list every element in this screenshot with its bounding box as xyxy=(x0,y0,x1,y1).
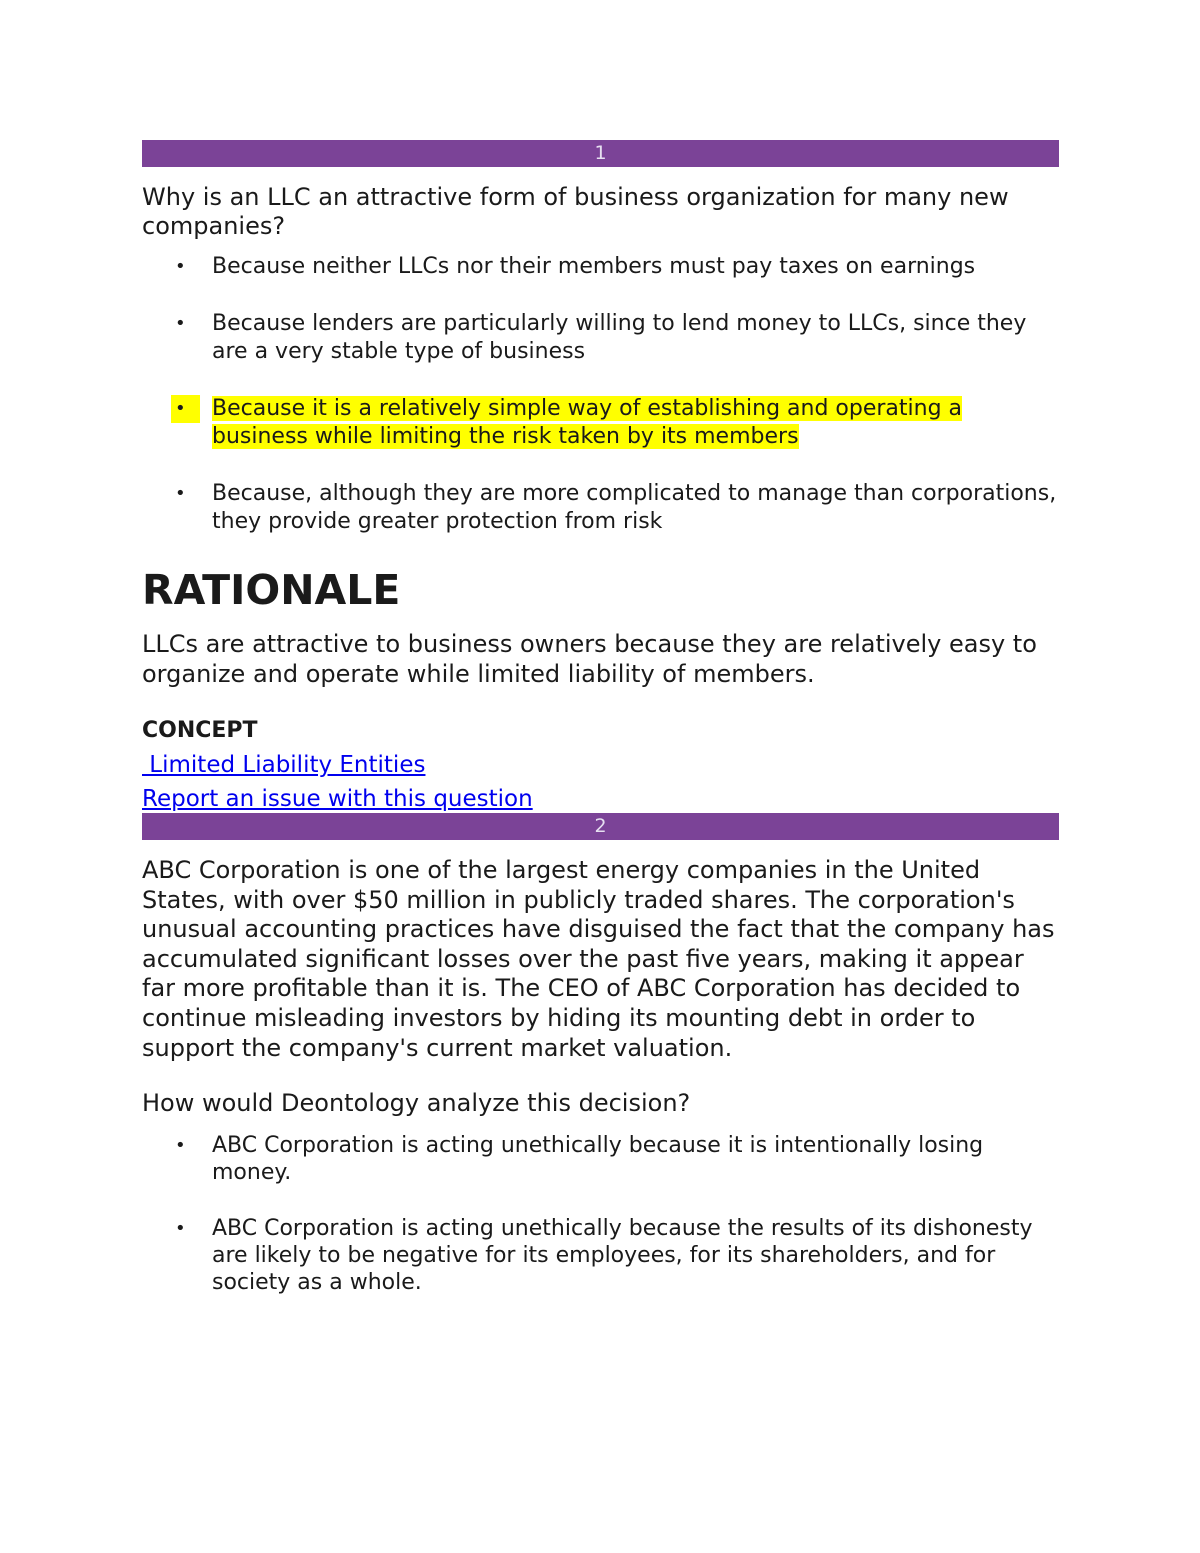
report-issue-link[interactable]: Report an issue with this question xyxy=(142,786,533,812)
question-number: 1 xyxy=(594,142,607,164)
question-prompt: Why is an LLC an attractive form of business organization for many new companies? xyxy=(142,183,1009,240)
question-prompt: How would Deontology analyze this decision? xyxy=(142,1089,691,1118)
question-scenario: ABC Corporation is one of the largest energy companies in the United States, with over $50 million in publicly traded shares. The corporation's unusual accounting practices have disguised the fact that the company has accumulated significant losses over the past five years, making it appear far more profitable than it is. The CEO of ABC Corporation has decided to continue misleading investors by hiding its mounting debt in order to support the company's current market valuation. xyxy=(142,856,1055,1062)
answer-option[interactable] xyxy=(142,480,1059,536)
answer-option[interactable] xyxy=(142,310,1059,366)
question-number-bar xyxy=(142,140,1059,167)
answer-options xyxy=(142,253,1059,536)
bullet-icon: • xyxy=(175,256,186,277)
answer-option-text: ABC Corporation is acting unethically because it is intentionally losing money. xyxy=(212,1133,984,1186)
answer-option-text: Because neither LLCs nor their members must pay taxes on earnings xyxy=(212,254,976,279)
answer-option-text: Because, although they are more complicated to manage than corporations, they provide greater protection from risk xyxy=(212,481,1057,534)
bullet-icon: • xyxy=(175,483,186,504)
rationale-heading: RATIONALE xyxy=(142,566,401,614)
answer-option-text: Because it is a relatively simple way of establishing and operating a business while limiting the risk taken by its members xyxy=(212,396,963,449)
bullet-icon: • xyxy=(175,1135,186,1157)
answer-option-text: Because lenders are particularly willing to lend money to LLCs, since they are a very stable type of business xyxy=(212,311,1027,364)
answer-options xyxy=(142,1132,1059,1296)
question-number-bar xyxy=(142,813,1059,840)
answer-option-text: ABC Corporation is acting unethically because the results of its dishonesty are likely to be negative for its employees, for its shareholders, and for society as a whole. xyxy=(212,1216,1033,1296)
bullet-icon: • xyxy=(175,313,186,334)
concept-link[interactable]: Limited Liability Entities xyxy=(142,752,426,778)
answer-option[interactable] xyxy=(142,253,1059,281)
question-number: 2 xyxy=(594,815,607,837)
answer-option[interactable] xyxy=(142,1215,1059,1296)
rationale-text: LLCs are attractive to business owners because they are relatively easy to organize and operate while limited liability of members. xyxy=(142,630,1037,688)
answer-option-correct[interactable] xyxy=(142,395,1059,451)
concept-heading: CONCEPT xyxy=(142,718,258,743)
bullet-icon: • xyxy=(171,395,200,423)
answer-option[interactable] xyxy=(142,1132,1059,1186)
bullet-icon: • xyxy=(175,1218,186,1240)
document-page xyxy=(142,140,1059,1325)
